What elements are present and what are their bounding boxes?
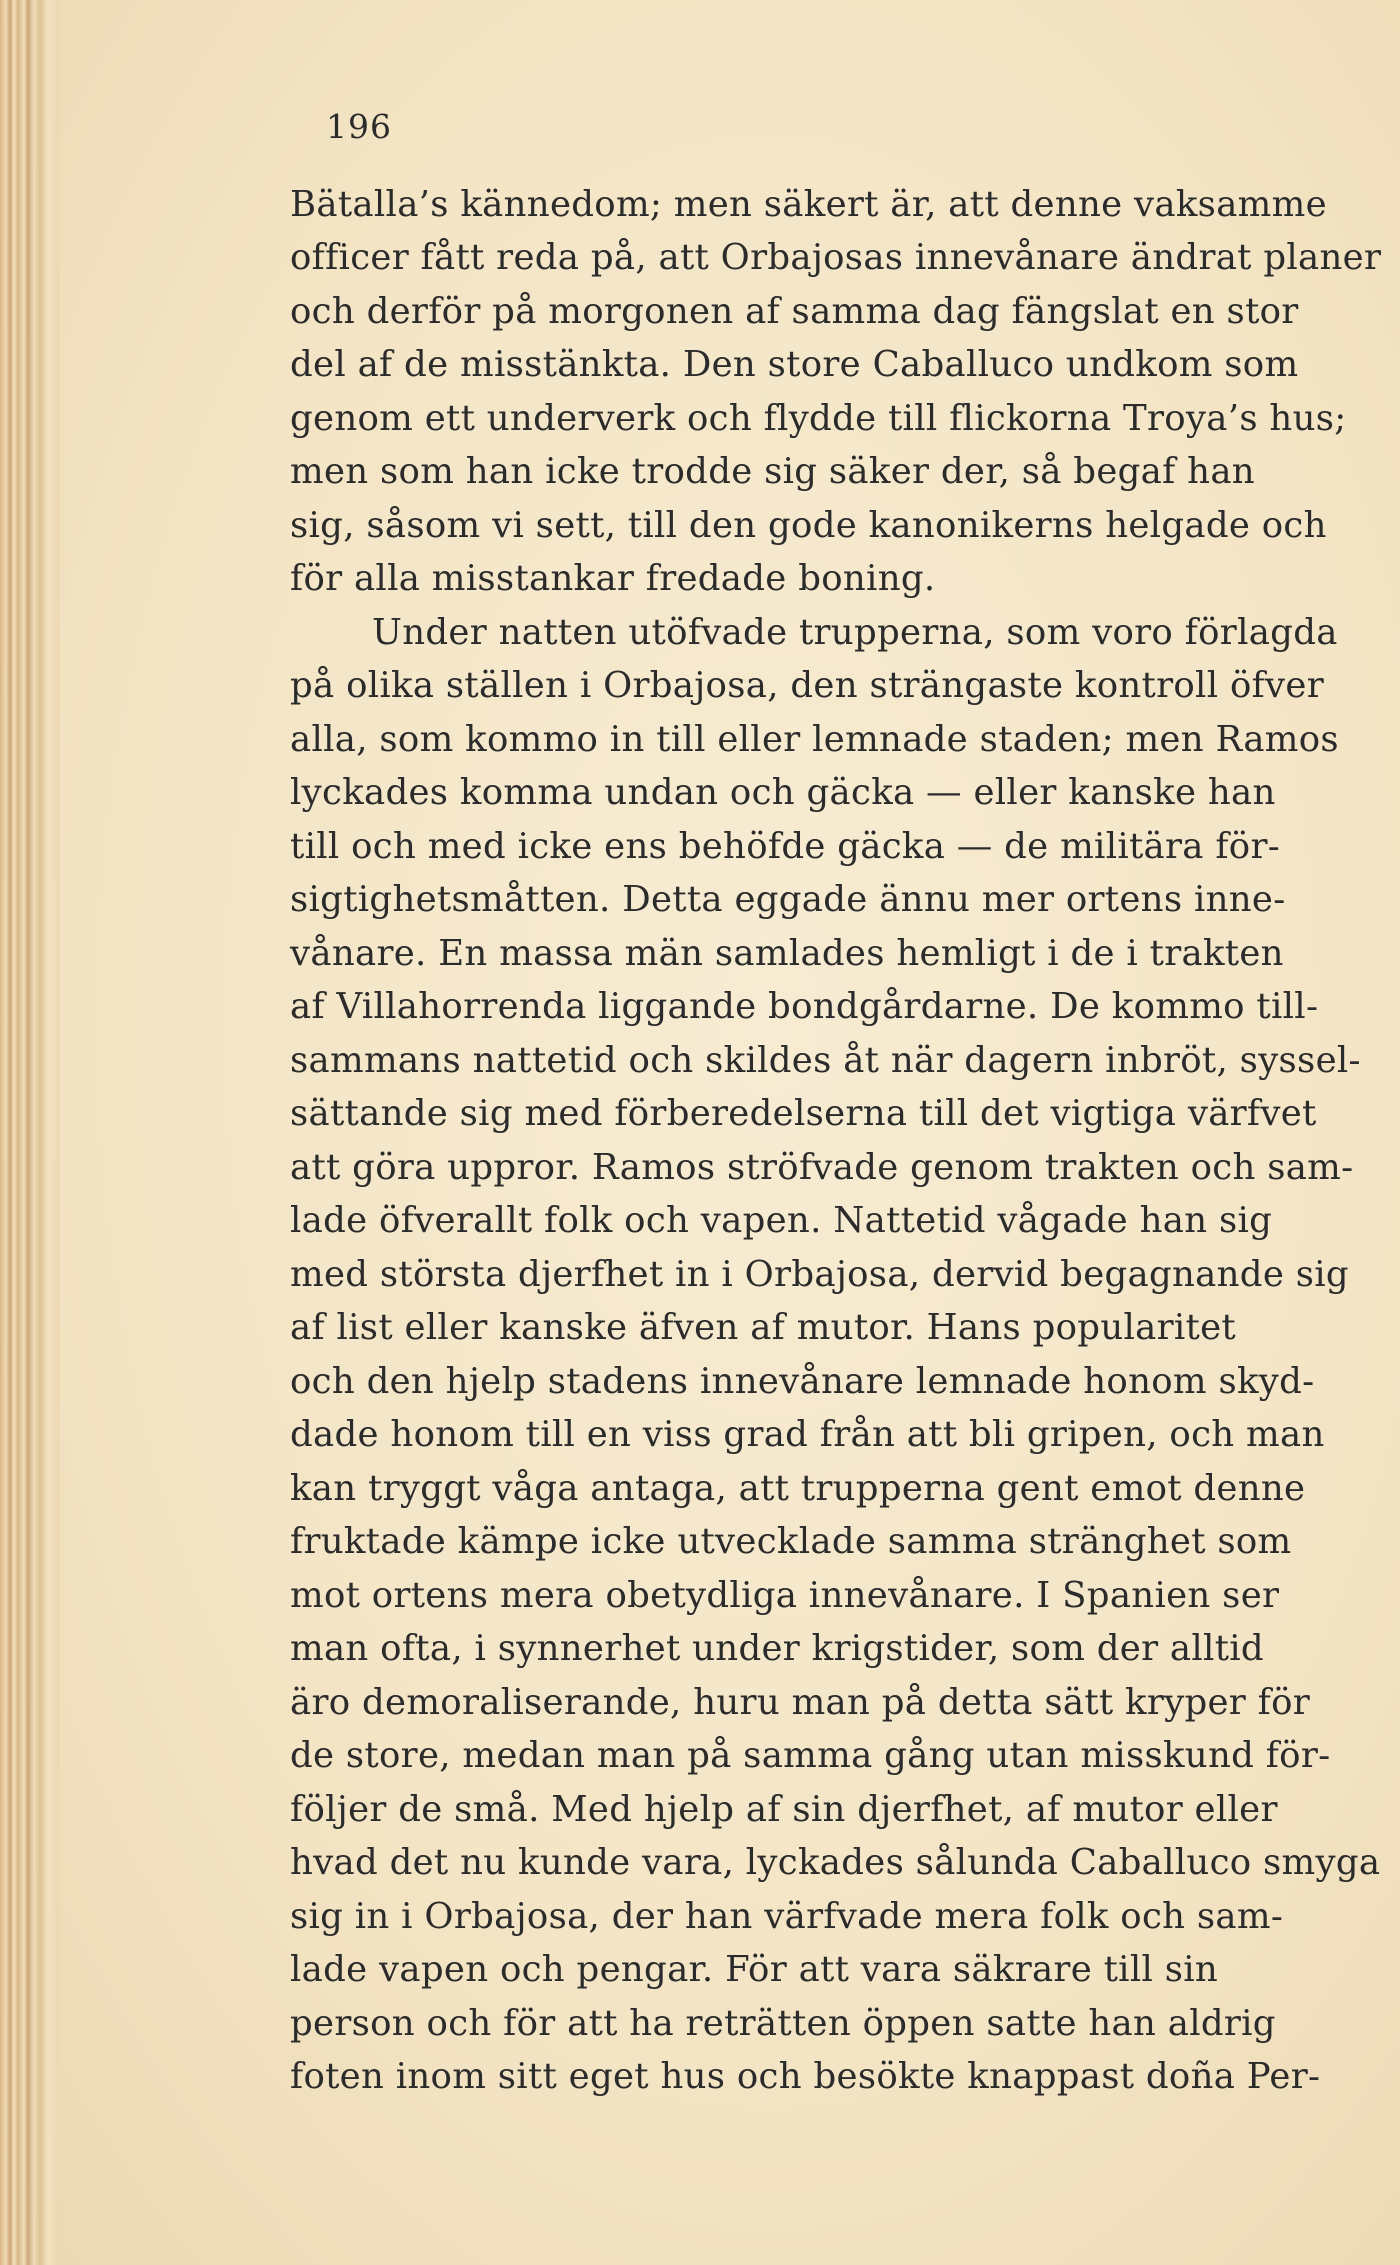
text-line: Bätalla’s kännedom; men säkert är, att denne vaksamme [290,184,1327,225]
text-line: vånare. En massa män samlades hemligt i de i trakten [290,933,1284,974]
text-line: foten inom sitt eget hus och besökte knappast doña Per- [290,2056,1321,2097]
text-line: hvad det nu kunde vara, lyckades sålunda Caballuco smyga [290,1842,1381,1883]
text-line: af Villahorrenda liggande bondgårdarne. De kommo till- [290,986,1319,1027]
text-line: man ofta, i synnerhet under krigstider, som der alltid [290,1628,1264,1669]
page-number: 196 [326,107,392,146]
text-line: del af de misstänkta. Den store Caballuco undkom som [290,344,1299,385]
text-line: de store, medan man på samma gång utan misskund för- [290,1735,1331,1776]
text-line: lade vapen och pengar. För att vara säkrare till sin [290,1949,1219,1990]
text-line: lade öfverallt folk och vapen. Nattetid vågade han sig [290,1200,1273,1241]
text-line: dade honom till en viss grad från att bli gripen, och man [290,1414,1325,1455]
text-line: till och med icke ens behöfde gäcka — de militära för- [290,826,1281,867]
text-line: genom ett underverk och flydde till flickorna Troya’s hus; [290,398,1347,439]
text-line: alla, som kommo in till eller lemnade staden; men Ramos [290,719,1339,760]
text-line: sigtighetsmåtten. Detta eggade ännu mer ortens inne- [290,879,1286,920]
text-line: för alla misstankar fredade boning. [290,558,936,599]
text-line: kan tryggt våga antaga, att trupperna gent emot denne [290,1468,1306,1509]
text-line: på olika ställen i Orbajosa, den strängaste kontroll öfver [290,665,1324,706]
page-binding-edge [0,0,60,2265]
text-line: fruktade kämpe icke utvecklade samma stränghet som [290,1521,1292,1562]
paragraph-first-line: Under natten utöfvade trupperna, som voro förlagda [372,612,1338,653]
text-line: sig in i Orbajosa, der han värfvade mera folk och sam- [290,1896,1284,1937]
text-line: person och för att ha reträtten öppen satte han aldrig [290,2003,1276,2044]
text-line: lyckades komma undan och gäcka — eller kanske han [290,772,1276,813]
text-line: sammans nattetid och skildes åt när dagern inbröt, syssel- [290,1040,1361,1081]
text-line: mot ortens mera obetydliga innevånare. I Spanien ser [290,1575,1280,1616]
text-line: och den hjelp stadens innevånare lemnade honom skyd- [290,1361,1315,1402]
text-line: men som han icke trodde sig säker der, så begaf han [290,451,1255,492]
text-line: sättande sig med förberedelserna till det vigtiga värfvet [290,1093,1317,1134]
text-line: att göra uppror. Ramos ströfvade genom trakten och sam- [290,1147,1354,1188]
text-line: af list eller kanske äfven af mutor. Hans popularitet [290,1307,1236,1348]
text-line: officer fått reda på, att Orbajosas innevånare ändrat planer [290,237,1382,278]
text-line: följer de små. Med hjelp af sin djerfhet, af mutor eller [290,1789,1278,1830]
text-line: äro demoraliserande, huru man på detta sätt kryper för [290,1682,1311,1723]
text-line: med största djerfhet in i Orbajosa, dervid begagnande sig [290,1254,1349,1295]
text-line: sig, såsom vi sett, till den gode kanonikerns helgade och [290,505,1327,546]
text-line: och derför på morgonen af samma dag fängslat en stor [290,291,1299,332]
